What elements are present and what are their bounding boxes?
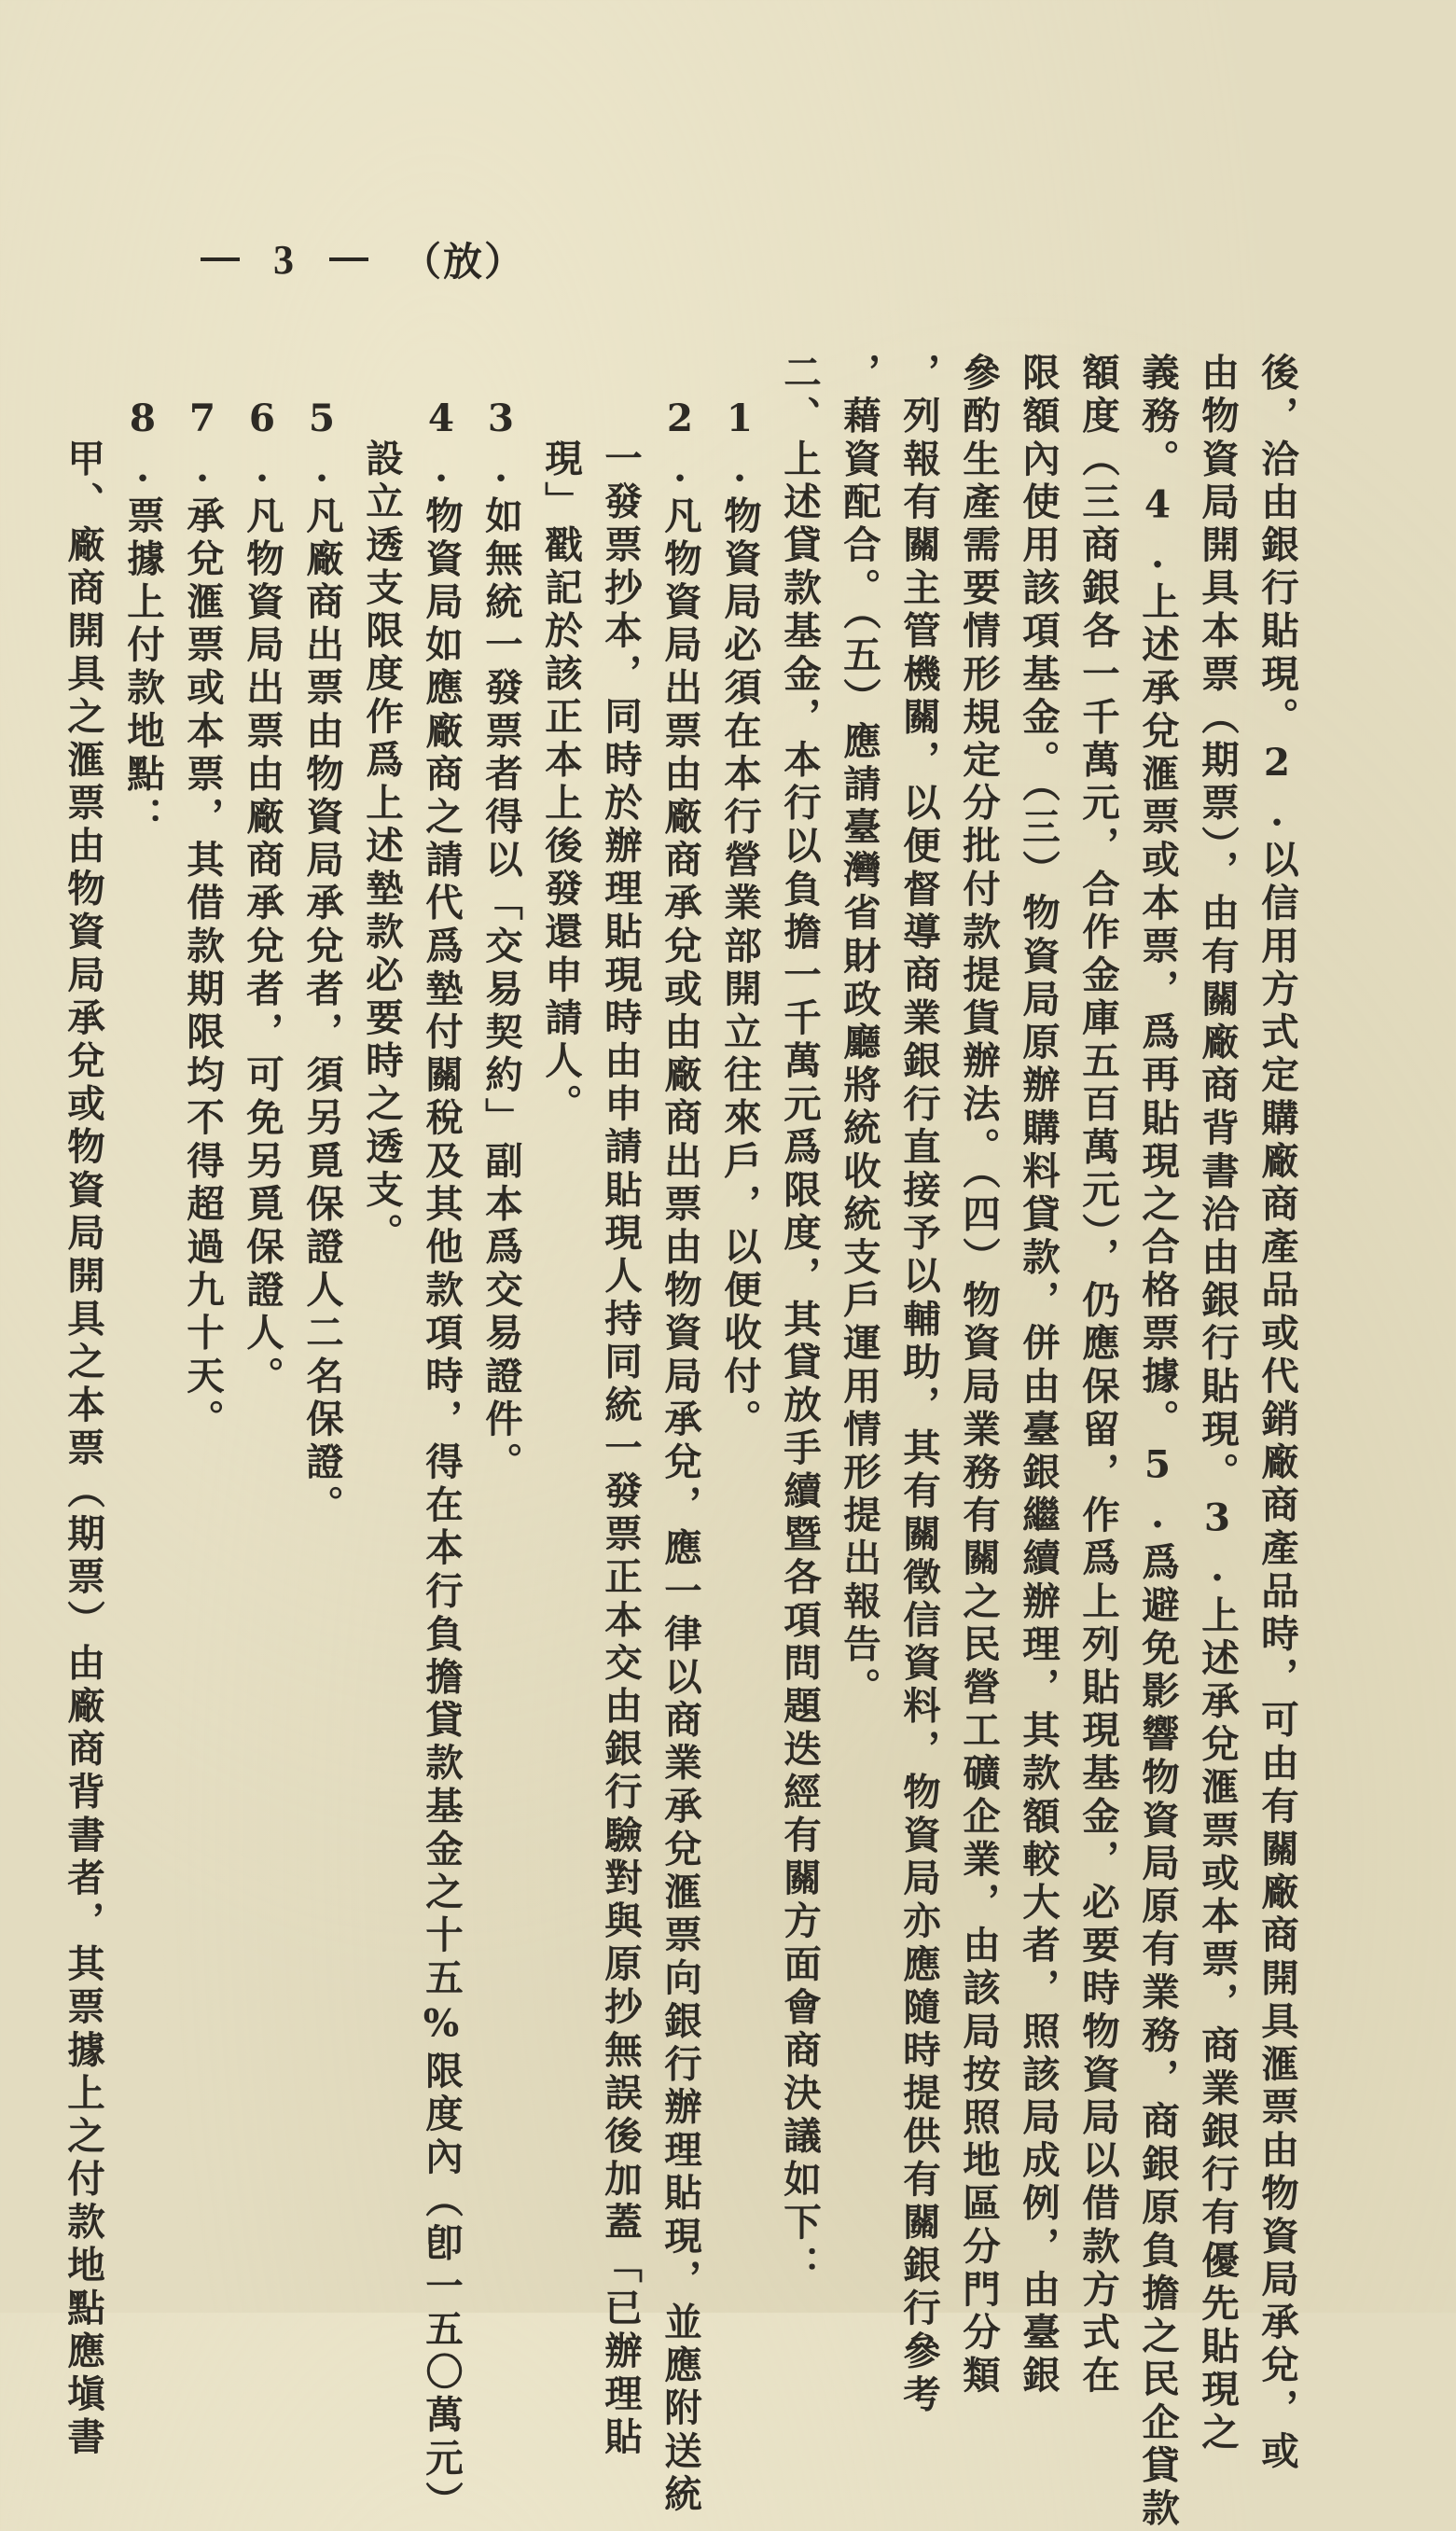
section-two-heading: 二、上述貸款基金，本行以負擔一千萬元爲限度，其貸放手續暨各項問題迭經有關方面會商決議如下： (777, 353, 822, 2288)
text-column-2: 由物資局開具本票（期票），由有關廠商背書洽由銀行貼現。3.上述承兌滙票或本票，商業銀行有優先貼現之 (1195, 353, 1240, 2455)
text-column-7: ，列報有關主管機關，以便督導商業銀行直接予以輔助，其有關徵信資料，物資局亦應隨時提供有關銀行參考 (896, 353, 941, 2417)
item-4: 4.物資局如應廠商之請代爲墊付關稅及其他款項時，得在本行負擔貸款基金之十五%限度內（卽一五〇萬元） (419, 396, 464, 2524)
item-3: 3.如無統一發票者得以「交易契約」副本爲交易證件。 (478, 396, 523, 1485)
text-column-5: 限額內使用該項基金。（三）物資局原辦購料貸款，併由臺銀繼續辦理，其款額較大者，照該局成例，由臺銀 (1016, 353, 1061, 2399)
item-4-continued: 設立透支限度作爲上述墊款必要時之透支。 (359, 438, 404, 1256)
item-5: 5.凡廠商出票由物資局承兌者，須另覓保證人二名保證。 (299, 396, 344, 1528)
item-1: 1.物資局必須在本行營業部開立往來戶，以便收付。 (717, 396, 762, 1442)
item-2: 2.凡物資局出票由廠商承兌或由廠商出票由物資局承兌，應一律以商業承兌滙票向銀行辦理貼現，並應附送統 (658, 396, 702, 2517)
item-6: 6.凡物資局出票由廠商承兌者，可免另覓保證人。 (240, 396, 284, 1399)
page-number: 3 (273, 236, 296, 283)
dash-left (201, 257, 240, 261)
text-column-4: 額度（三商銀各一千萬元，合作金庫五百萬元），仍應保留，作爲上列貼現基金，必要時物資局以借款方式在 (1075, 353, 1120, 2399)
item-8-sub-jia: 甲、廠商開具之滙票由物資局承兌或物資局開具之本票（期票）由廠商背書者，其票據上之付款地點應塡書 (61, 438, 105, 2460)
page-header (201, 231, 525, 287)
item-8: 8.票據上付款地點： (120, 396, 165, 840)
item-2-continued-1: 一發票抄本，同時於辦理貼現時由申請貼現人持同統一發票正本交由銀行驗對與原抄無誤後加蓋「已辦理貼 (598, 438, 643, 2460)
text-column-3: 義務。4.上述承兌滙票或本票，爲再貼現之合格票據。5.爲避免影響物資局原有業務，商銀原負擔之民企貸款 (1135, 353, 1180, 2531)
document-body (53, 353, 1307, 2531)
section-label: （放） (402, 239, 526, 285)
text-column-1: 後，洽由銀行貼現。2.以信用方式定購廠商產品或代銷廠商產品時，可由有關廠商開具滙票由物資局承兌，或 (1255, 353, 1299, 2474)
text-column-8: ，藉資配合。（五）應請臺灣省財政廳將統收統支戶運用情形提出報告。 (837, 353, 881, 1710)
item-2-continued-2: 現」戳記於該正本上後發還申請人。 (538, 438, 583, 1127)
text-column-6: 參酌生產需要情形規定分批付款提貨辦法。（四）物資局業務有關之民營工礦企業，由該局按照地區分門分類 (956, 353, 1001, 2399)
item-7: 7.承兌滙票或本票，其借款期限均不得超過九十天。 (180, 396, 225, 1442)
dash-right (329, 257, 368, 261)
